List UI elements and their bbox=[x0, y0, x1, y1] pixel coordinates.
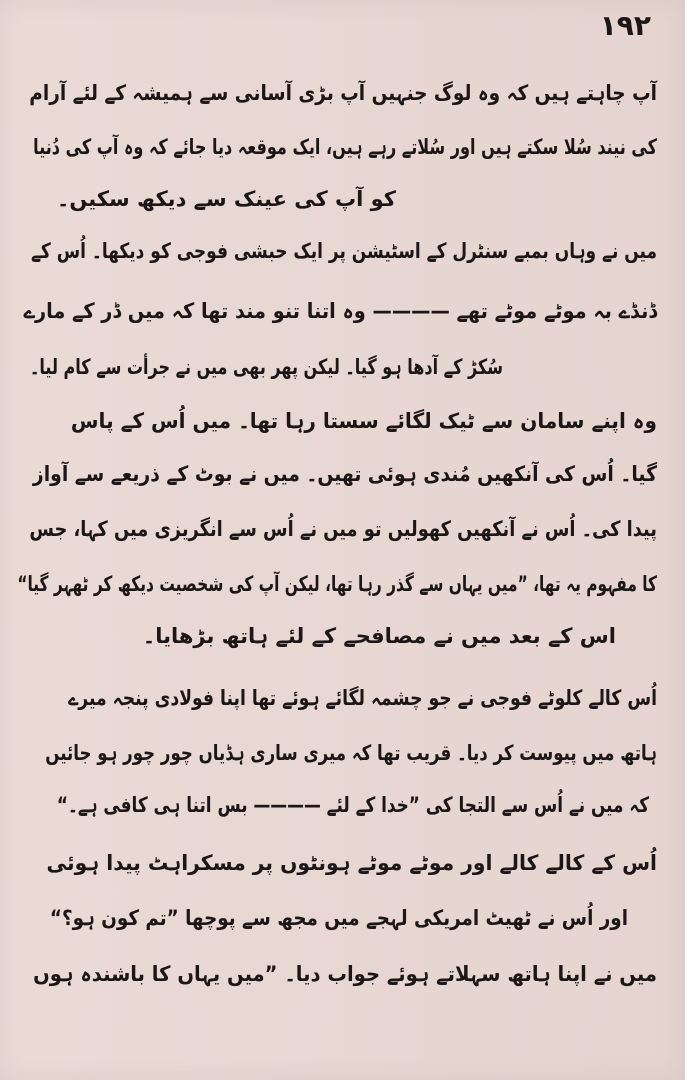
text-line: پیدا کی۔ اُس نے آنکھیں کھولیں تو میں نے اُس سے انگریزی میں کہا، جس bbox=[29, 517, 657, 541]
text-line: میں نے وہاں بمبے سنٹرل کے اسٹیشن پر ایک حبشی فوجی کو دیکھا۔ اُس کے bbox=[30, 239, 658, 263]
text-line: اُس کالے کلوٹے فوجی نے جو چشمہ لگائے ہوئے تھا اپنا فولادی پنجہ میرے bbox=[68, 686, 657, 710]
text-line: وہ اپنے سامان سے ٹیک لگائے سستا رہا تھا۔ میں اُس کے پاس bbox=[70, 409, 657, 433]
text-line: ڈنڈے بہ موٹے موٹے تھے ———— وہ اتنا تنو مند تھا کہ میں ڈر کے مارے bbox=[23, 299, 657, 323]
text-line: کو آپ کی عینک سے دیکھ سکیں۔ bbox=[57, 187, 396, 211]
text-line: کہ میں نے اُس سے التجا کی ”خدا کے لئے ———— بس اتنا ہی کافی ہے۔“ bbox=[56, 793, 650, 817]
text-line: میں نے اپنا ہاتھ سہلاتے ہوئے جواب دیا۔ ”میں یہاں کا باشندہ ہوں bbox=[33, 962, 658, 986]
text-line: کی نیند سُلا سکتے ہیں اور سُلاتے رہے ہیں، ایک موقعہ دیا جائے کہ وہ آپ کی دُنیا bbox=[33, 135, 658, 159]
page-number: ۱۹۲ bbox=[599, 9, 651, 42]
text-line: اور اُس نے ٹھیٹ امریکی لہجے میں مجھ سے پوچھا ”تم کون ہو؟“ bbox=[49, 906, 628, 930]
text-line: سُکڑ کے آدھا ہو گیا۔ لیکن پھر بھی میں نے جرأت سے کام لیا۔ bbox=[30, 355, 504, 379]
text-line: اس کے بعد میں نے مصافحے کے لئے ہاتھ بڑھایا۔ bbox=[142, 624, 616, 648]
text-line: اُس کے کالے کالے اور موٹے موٹے ہونٹوں پر مسکراہٹ پیدا ہوئی bbox=[46, 851, 658, 875]
text-line: کا مفہوم یہ تھا، ”میں یہاں سے گذر رہا تھا، لیکن آپ کی شخصیت دیکھ کر ٹھہر گیا“ bbox=[17, 572, 657, 596]
text-line: آپ چاہتے ہیں کہ وہ لوگ جنہیں آپ بڑی آسانی سے ہمیشہ کے لئے آرام bbox=[29, 81, 657, 105]
text-line: گیا۔ اُس کی آنکھیں مُندی ہوئی تھیں۔ میں نے بوٹ کے ذریعے سے آواز bbox=[32, 462, 657, 486]
text-line: ہاتھ میں پیوست کر دیا۔ قریب تھا کہ میری ساری ہڈیاں چور چور ہو جائیں bbox=[45, 741, 658, 765]
